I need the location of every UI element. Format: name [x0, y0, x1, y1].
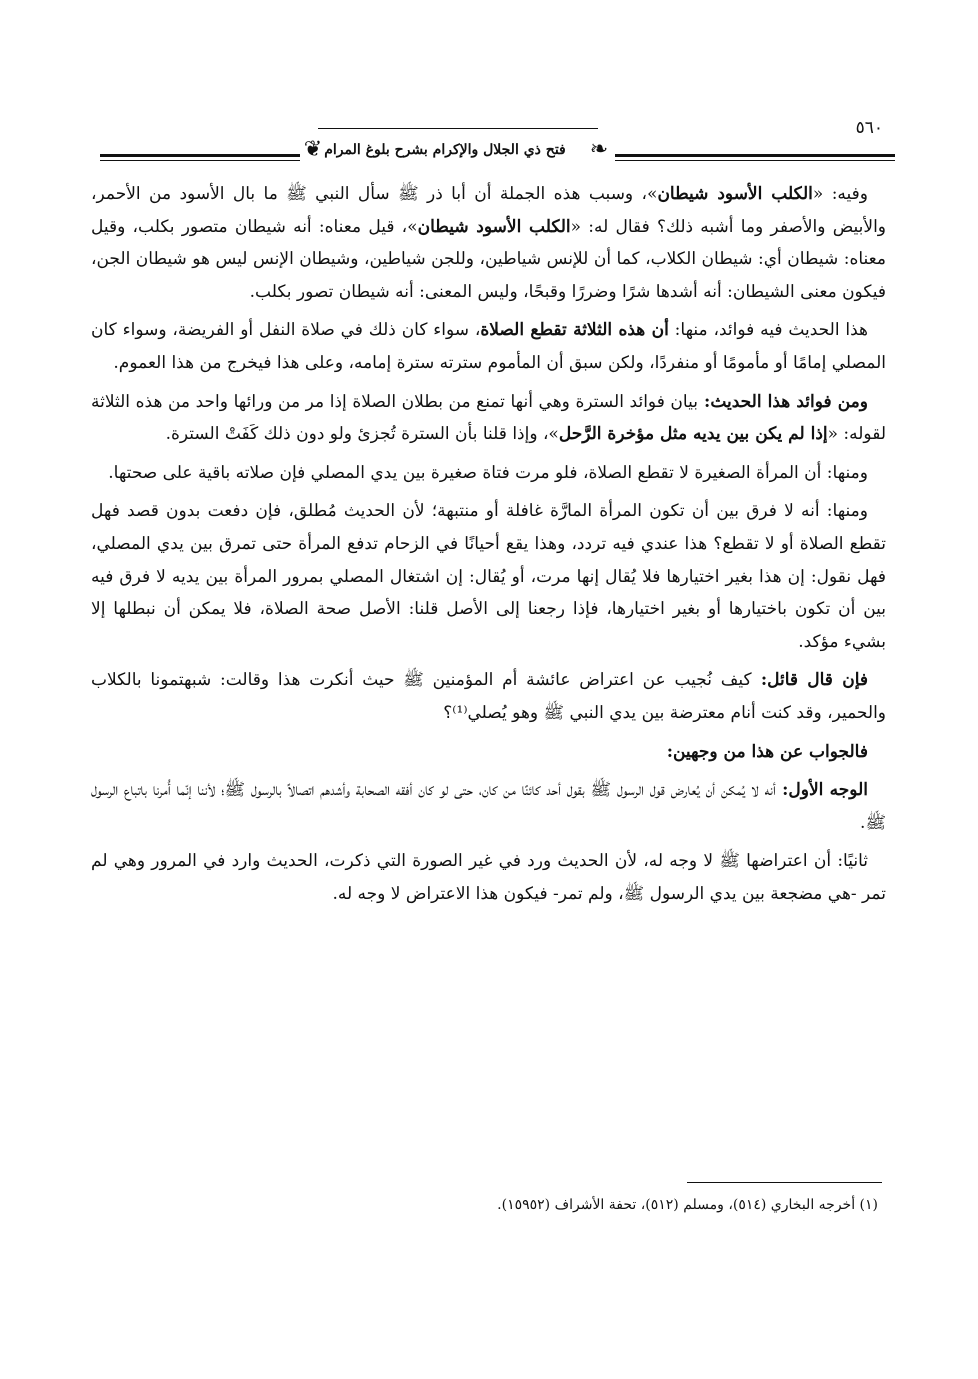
paragraph: [91, 736, 886, 769]
bold-text: فالجواب عن هذا من وجهين:: [666, 741, 868, 762]
paragraph: [91, 457, 886, 490]
bold-text: ومن فوائد هذا الحديث:: [697, 391, 868, 412]
header-rule-left-thin: [100, 160, 300, 161]
header-rule-left: [100, 154, 300, 157]
paragraph: [91, 314, 886, 379]
text-run: أنه لا يُمكن أن يُعارض قول الرسول ﷺ بقول أحد كائنًا من كان، حتى لو كان أفقه الصحابة وأشدهم اتصالاً بالرسول ﷺ؛ لأننا إنّما أُمرنا باتباع الرسول ﷺ.: [91, 780, 886, 833]
footnote: (١) أخرجه البخاري (٥١٤)، ومسلم (٥١٢)، تحفة الأشراف (١٥٩٥٢).: [497, 1197, 878, 1213]
bold-text: فإن قال قائل:: [751, 670, 868, 691]
paragraph: [91, 664, 886, 729]
text-run: ثانيًا: أن اعتراضها ﷺ لا وجه له، لأن الحديث ورد في غير الصورة التي ذكرت، الحديث وارد في المرور وهي لم تمر -هي مضجعة بين يدي الرسول ﷺ، ولم تمر- فيكون هذا الاعتراض لا وجه له.: [91, 851, 886, 904]
page-number: ٥٦٠: [855, 118, 883, 138]
text-run: »، وسبب هذه الجملة أن أبا ذر ﷺ سأل النبي ﷺ ما بال الأسود من الأحمر، والأبيض والأصفر وما أشبه ذلك؟ فقال له: «: [91, 184, 887, 237]
header-rule-right-thin: [615, 160, 895, 161]
text-run: ، سواء كان ذلك في صلاة النفل أو الفريضة، وسواء كان المصلي إمامًا أو مأمومًا أو منفردًا، ولكن سبق أن المأموم سترته سترة إمامه، وعلى هذا فيخرج من هذا العموم.: [91, 320, 886, 373]
text-run: كيف نُجيب عن اعتراض عائشة أم المؤمنين ﷺ حيث أنكرت هذا وقالت: شبهتمونا بالكلاب والحمير، وقد كنت أنام معترضة بين يدي النبي ﷺ وهو يُصلي⁽¹⁾؟: [91, 670, 886, 723]
book-title: فتح ذي الجلال والإكرام بشرح بلوغ المرام: [324, 142, 566, 158]
text-run: »، قيل معناه: أنه شيطان متصور بكلب، وقيل معناه: شيطان أي: شيطان الكلاب، كما أن للإنس شياطين، وللجن شياطين، وشيطان الإنس ليس هو شيطان الجن، فيكون معنى الشيطان: أنه أشدها شرًا وضررًا وقبحًا، وليس المعنى: أنه شيطان تصور بكلب.: [91, 216, 886, 302]
header-rule-right: [615, 154, 895, 157]
main-text: [91, 178, 886, 916]
footnote-separator: [687, 1182, 882, 1183]
bold-text: الكلب الأسود شيطان: [417, 216, 571, 237]
ornament-left-icon: ❦: [303, 137, 323, 162]
text-run: ومنها: أن المرأة الصغيرة لا تقطع الصلاة، فلو مرت فتاة صغيرة بين يدي المصلي فإن صلاته باقية على صحتها.: [108, 462, 868, 483]
bold-text: الكلب الأسود شيطان: [657, 184, 813, 204]
paragraph: [91, 178, 886, 308]
text-run: ومنها: أنه لا فرق بين أن تكون المرأة المارَّة غافلة أو منتبهة؛ لأن الحديث مُطلق، فإن دفعت بدون قصد فهل تقطع الصلاة أو لا تقطع؟ هذا عندي فيه تردد، وهذا يقع أحيانًا في الزحام تدفع المرأة حتى تمرق بين يدي المصلي، فهل نقول: إن هذا بغير اختيارها فلا يُقال إنها مرت، أو يُقال: إن اشتغال المصلي بمرور المرأة بين يديه لا فرق فيه بين أن تكون باختيارها أو بغير اختيارها، فإذا رجعنا إلى الأصل قلنا: الأصل صحة الصلاة، فلا يمكن أن نبطلها إلا بشيء مؤكد.: [91, 501, 886, 652]
bold-text: الوجه الأول:: [775, 780, 868, 801]
paragraph: [91, 845, 886, 910]
bold-text: إذا لم يكن بين يديه مثل مؤخرة الرَّحل: [558, 424, 828, 445]
bold-text: أن هذه الثلاثة تقطع الصلاة: [480, 320, 669, 341]
paragraph: [91, 386, 886, 451]
text-run: بيان فوائد السترة وهي أنها تمنع من بطلان الصلاة إذا مر من ورائها واحد من هذه الثلاثة لقوله: «: [91, 391, 886, 445]
paragraph: [91, 495, 886, 658]
text-run: وفيه: «: [812, 184, 868, 204]
paragraph: [91, 774, 886, 839]
header-rule-top: [318, 128, 598, 129]
text-run: »، وإذا قلنا بأن السترة تُجزئ ولو دون ذلك كَفَتْ السترة.: [165, 424, 559, 445]
ornament-right-icon: ❧: [589, 137, 609, 162]
page-header: [100, 118, 895, 168]
text-run: هذا الحديث فيه فوائد، منها:: [668, 320, 868, 341]
